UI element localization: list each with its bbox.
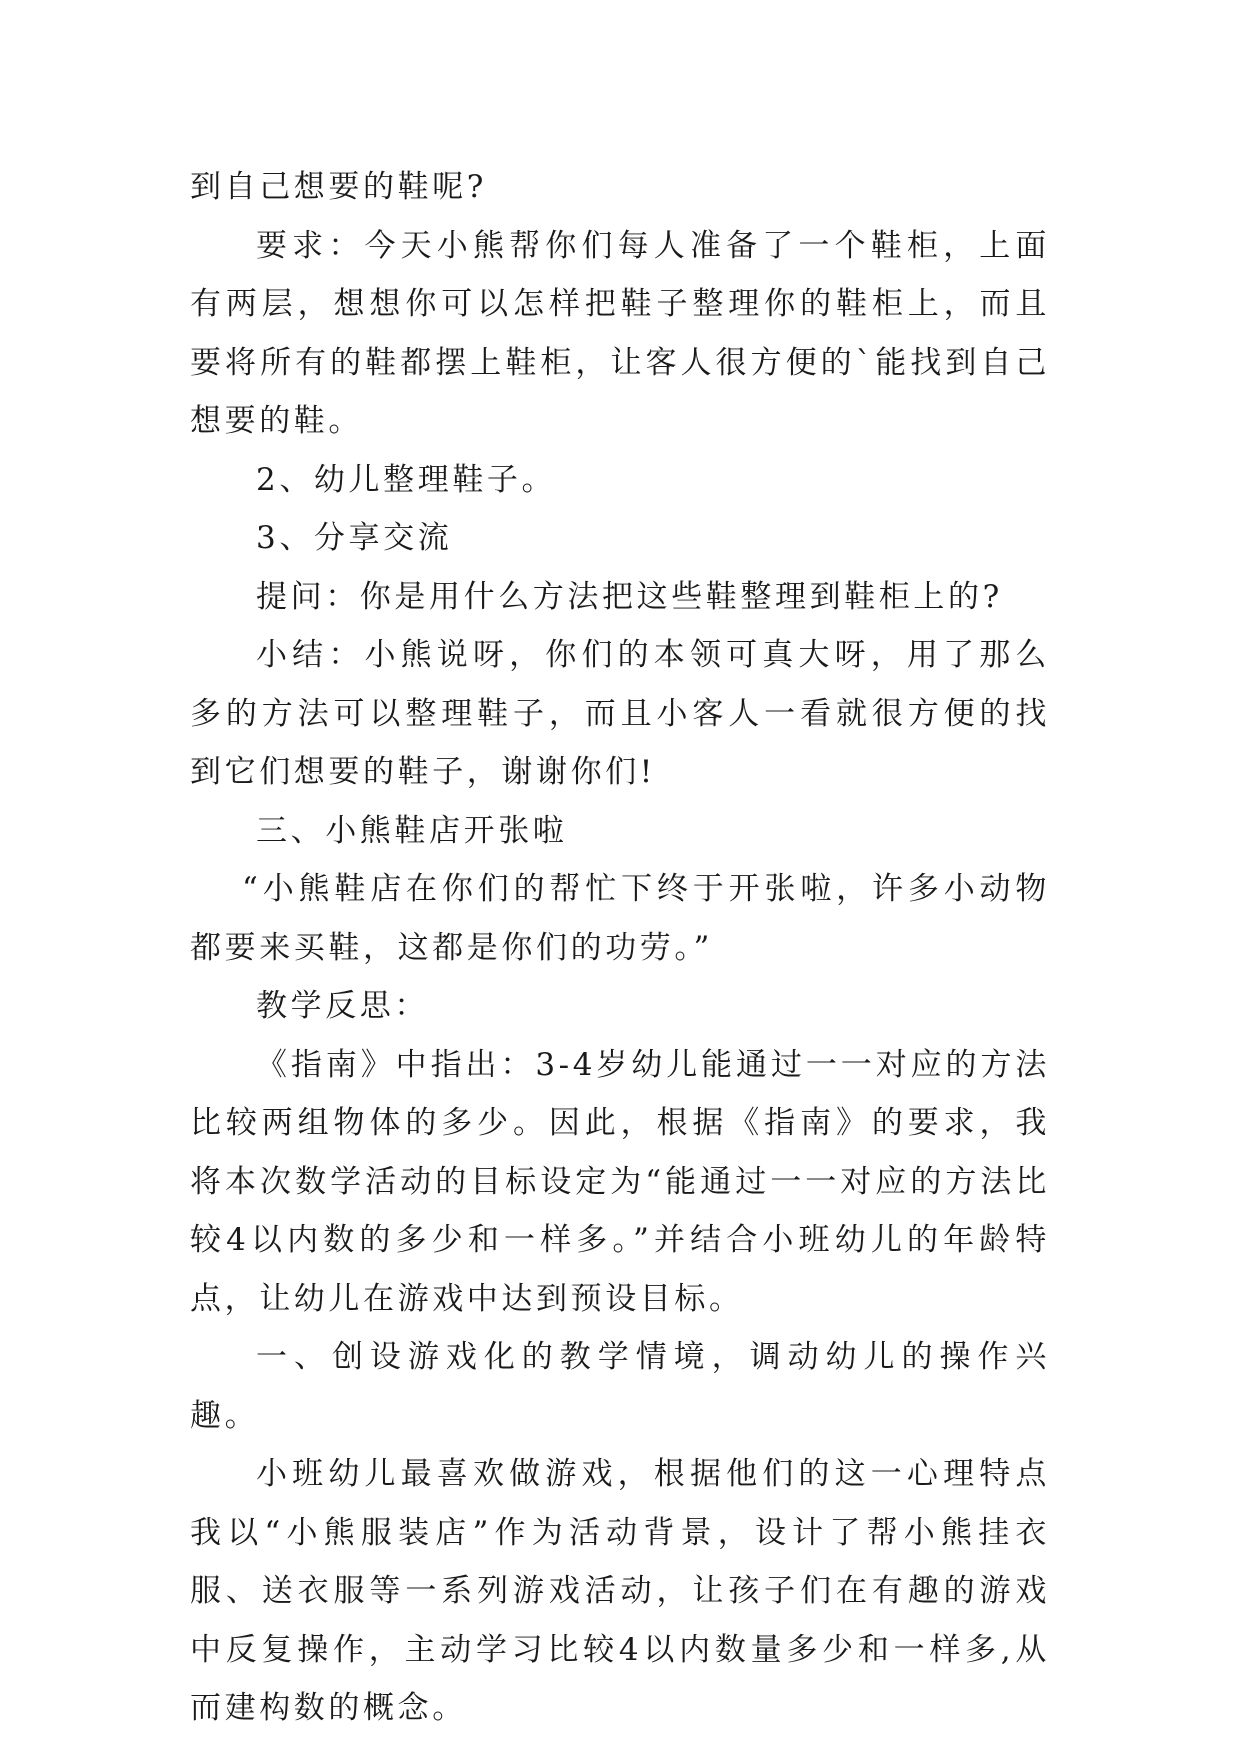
- document-body: [190, 158, 1050, 1738]
- paragraph-continuation: 到自己想要的鞋呢?: [190, 169, 488, 205]
- paragraph-guideline: 《指南》中指出：3-4岁幼儿能通过一一对应的方法比较两组物体的多少。因此，根据《指南》的要求，我将本次数学活动的目标设定为“能通过一一对应的方法比较4以内数的多少和一样多。”并结合小班幼儿的年龄特点，让幼儿在游戏中达到预设目标。: [190, 1046, 1050, 1317]
- paragraph-summary: 小结：小熊说呀，你们的本领可真大呀，用了那么多的方法可以整理鞋子，而且小客人一看就很方便的找到它们想要的鞋子，谢谢你们!: [190, 637, 1050, 790]
- paragraph-quote: “小熊鞋店在你们的帮忙下终于开张啦，许多小动物都要来买鞋，这都是你们的功劳。”: [190, 871, 1050, 966]
- paragraph-game-design: 小班幼儿最喜欢做游戏，根据他们的这一心理特点我以“小熊服装店”作为活动背景，设计了帮小熊挂衣服、送衣服等一系列游戏活动，让孩子们在有趣的游戏中反复操作，主动学习比较4以内数量多少和一样多,从而建构数的概念。: [190, 1456, 1050, 1726]
- section-heading-reflection: 教学反思：: [256, 988, 429, 1024]
- section-heading-3: 三、小熊鞋店开张啦: [256, 812, 568, 849]
- paragraph-requirement: 要求：今天小熊帮你们每人准备了一个鞋柜，上面有两层，想想你可以怎样把鞋子整理你的鞋柜上，而且要将所有的鞋都摆上鞋柜，让客人很方便的`能找到自己想要的鞋。: [190, 227, 1050, 439]
- section-heading-1: 一、创设游戏化的教学情境，调动幼儿的操作兴趣。: [190, 1339, 1050, 1434]
- paragraph-question: 提问：你是用什么方法把这些鞋整理到鞋柜上的?: [256, 578, 1003, 615]
- paragraph-step-3: 3、分享交流: [256, 520, 453, 556]
- paragraph-step-2: 2、幼儿整理鞋子。: [256, 461, 557, 498]
